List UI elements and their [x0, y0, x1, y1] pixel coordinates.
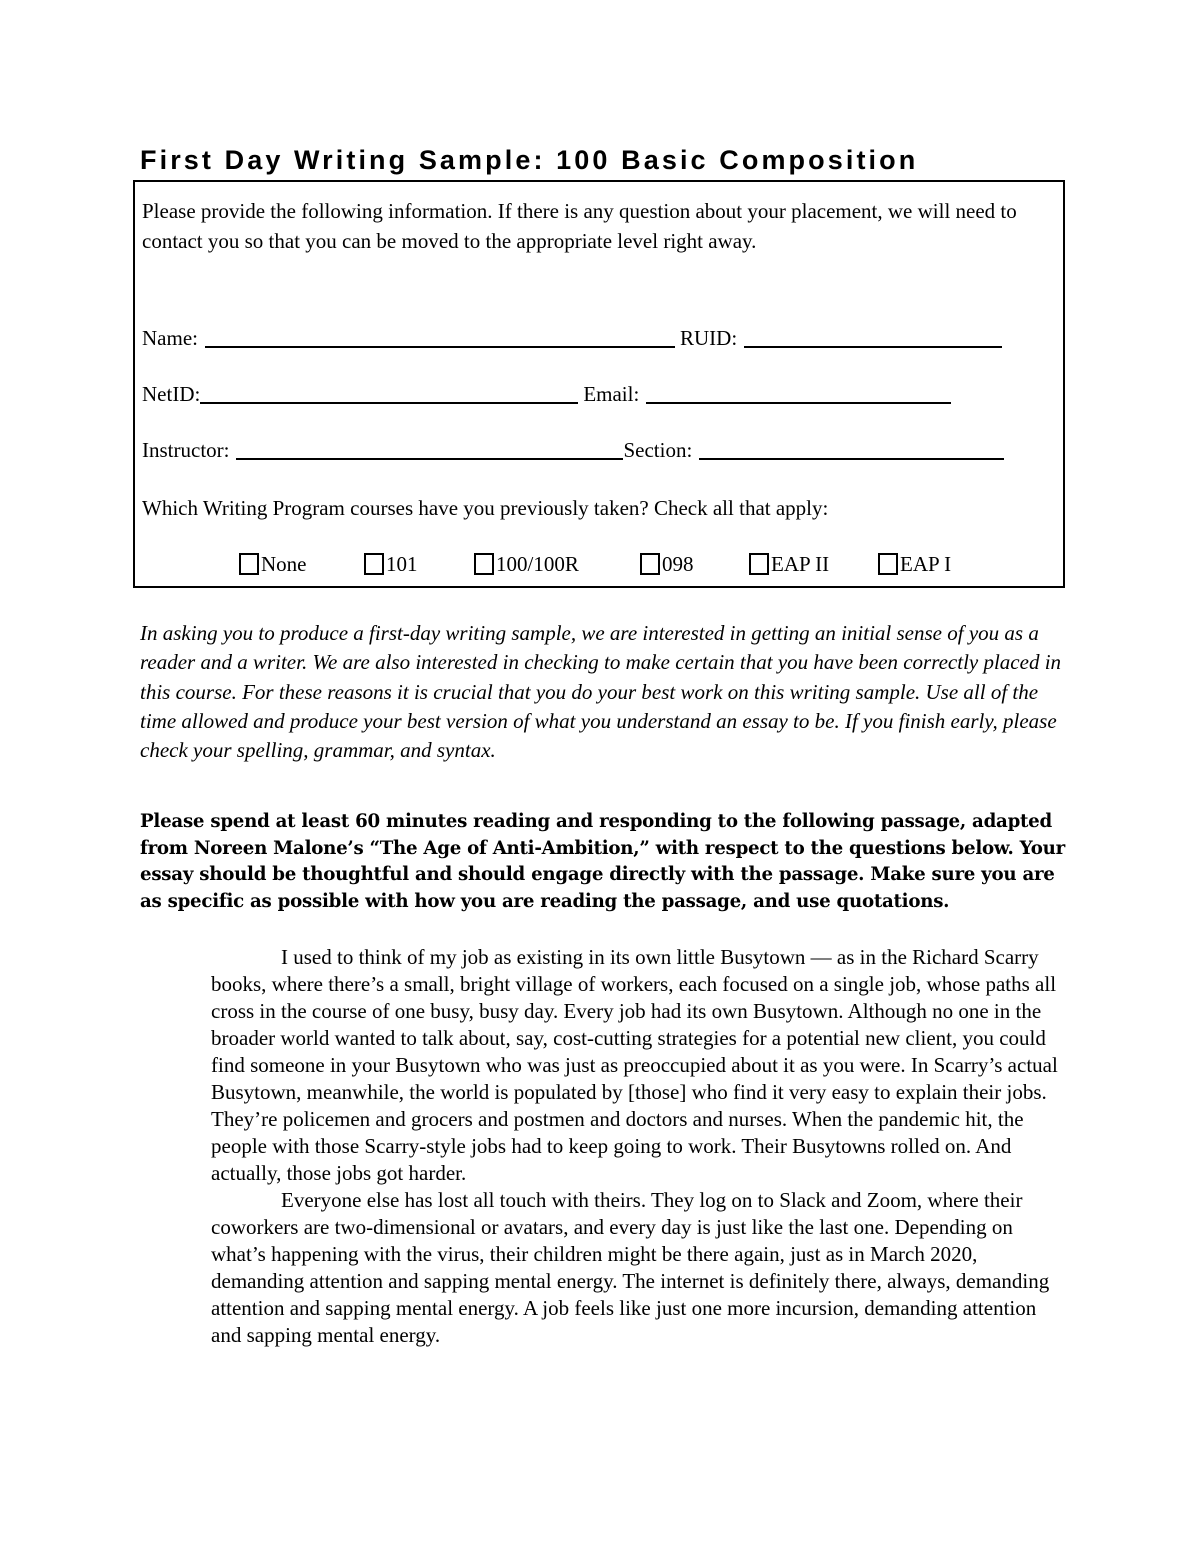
instructor-label: Instructor:	[142, 438, 230, 462]
course-option-eap-i[interactable]	[878, 550, 951, 578]
email-label: Email:	[583, 382, 640, 406]
section-field[interactable]	[699, 458, 1004, 460]
netid-label: NetID:	[142, 382, 201, 406]
name-field[interactable]	[205, 346, 675, 348]
checkbox-100-100r[interactable]	[474, 553, 494, 575]
course-label-none: None	[261, 552, 307, 576]
checkbox-none[interactable]	[239, 553, 259, 575]
checkbox-eap-i[interactable]	[878, 553, 898, 575]
student-info-box	[133, 180, 1065, 588]
checkbox-098[interactable]	[640, 553, 660, 575]
ruid-field[interactable]	[744, 346, 1002, 348]
ruid-label: RUID:	[679, 326, 738, 350]
email-field[interactable]	[646, 402, 951, 404]
instructor-field[interactable]	[236, 458, 623, 460]
reading-passage	[211, 944, 1061, 1349]
checkbox-eap-ii[interactable]	[749, 553, 769, 575]
course-label-eap-ii: EAP II	[771, 552, 830, 576]
section-label: Section:	[623, 438, 693, 462]
course-label-100-100r: 100/100R	[496, 552, 579, 576]
essay-prompt: Please spend at least 60 minutes reading and responding to the following passage, adapted from Noreen Malone’s “The Age of Anti-Ambition,” with respect to the questions below. Your essay should be thoughtful and should engage directly with the passage. Make sure you are as specific as possible with how you are reading the passage, and use quotations.	[140, 811, 1065, 912]
instructor-section-row	[142, 436, 1004, 464]
course-option-101[interactable]	[364, 550, 418, 578]
course-label-eap-i: EAP I	[900, 552, 952, 576]
info-instructions: Please provide the following information. If there is any question about your placement, we will need to contact you so that you can be moved to the appropriate level right away.	[142, 199, 1017, 253]
writing-sample-instructions: In asking you to produce a first-day writing sample, we are interested in getting an initial sense of you as a reader and a writer. We are also interested in checking to make certain that you have been correctly placed in this course. For these reasons it is crucial that you do your best work on this writing sample. Use all of the time allowed and produce your best version of what you understand an essay to be. If you finish early, please check your spelling, grammar, and syntax.	[140, 621, 1062, 763]
name-ruid-row	[142, 324, 1002, 352]
netid-field[interactable]	[200, 402, 578, 404]
page-title: First Day Writing Sample: 100 Basic Composition	[140, 145, 919, 175]
passage-paragraph: Everyone else has lost all touch with theirs. They log on to Slack and Zoom, where their coworkers are two-dimensional or avatars, and every day is just like the last one. Depending on what’s happening with the virus, their children might be there again, just as in March 2020, demanding attention and sapping mental energy. The internet is definitely there, always, demanding attention and sapping mental energy. A job feels like just one more incursion, demanding attention and sapping mental energy.	[211, 1188, 1050, 1347]
netid-email-row	[142, 380, 951, 408]
course-option-100-100r[interactable]	[474, 550, 579, 578]
course-option-098[interactable]	[640, 550, 694, 578]
name-label: Name:	[142, 326, 198, 350]
checkbox-101[interactable]	[364, 553, 384, 575]
passage-paragraph: I used to think of my job as existing in its own little Busytown — as in the Richard Scarry books, where there’s a small, bright village of workers, each focused on a single job, whose paths all cross in the course of one busy, busy day. Every job had its own Busytown. Although no one in the broader world wanted to talk about, say, cost-cutting strategies for a potential new client, you could find someone in your Busytown who was just as preoccupied about it as you were. In Scarry’s actual Busytown, meanwhile, the world is populated by [those] who find it very easy to explain their jobs. They’re policemen and grocers and postmen and doctors and nurses. When the pandemic hit, the people with those Scarry-style jobs had to keep going to work. Their Busytowns rolled on. And actually, those jobs got harder.	[211, 945, 1058, 1185]
course-option-none[interactable]	[239, 550, 307, 578]
course-option-eap-ii[interactable]	[749, 550, 829, 578]
course-label-101: 101	[386, 552, 418, 576]
course-label-098: 098	[662, 552, 694, 576]
courses-question: Which Writing Program courses have you previously taken? Check all that apply:	[142, 496, 829, 520]
